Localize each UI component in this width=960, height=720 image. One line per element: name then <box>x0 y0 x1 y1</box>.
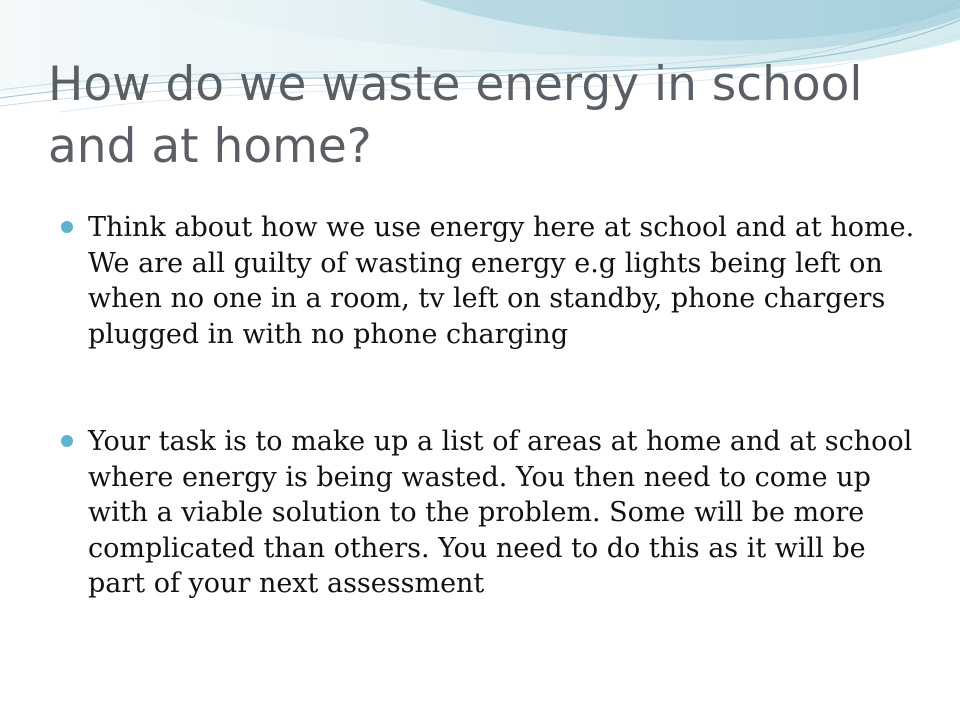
bullet-dot-icon <box>61 435 73 447</box>
bullet-item <box>88 424 918 602</box>
slide-title: How do we waste energy in school and at home? <box>48 57 863 174</box>
bullet-dot-icon <box>61 221 73 233</box>
bullet-list <box>88 210 918 602</box>
bullet-item <box>88 210 918 352</box>
bullet-text: Your task is to make up a list of areas at home and at school where energy is being wasted. You then need to come up with a viable solution to the problem. Some will be more complicated than others. You need to do this as it will be part of your next assessment <box>88 426 913 599</box>
bullet-text: Think about how we use energy here at school and at home. We are all guilty of wasting energy e.g lights being left on when no one in a room, tv left on standby, phone chargers plugged in with no phone charging <box>88 212 915 350</box>
